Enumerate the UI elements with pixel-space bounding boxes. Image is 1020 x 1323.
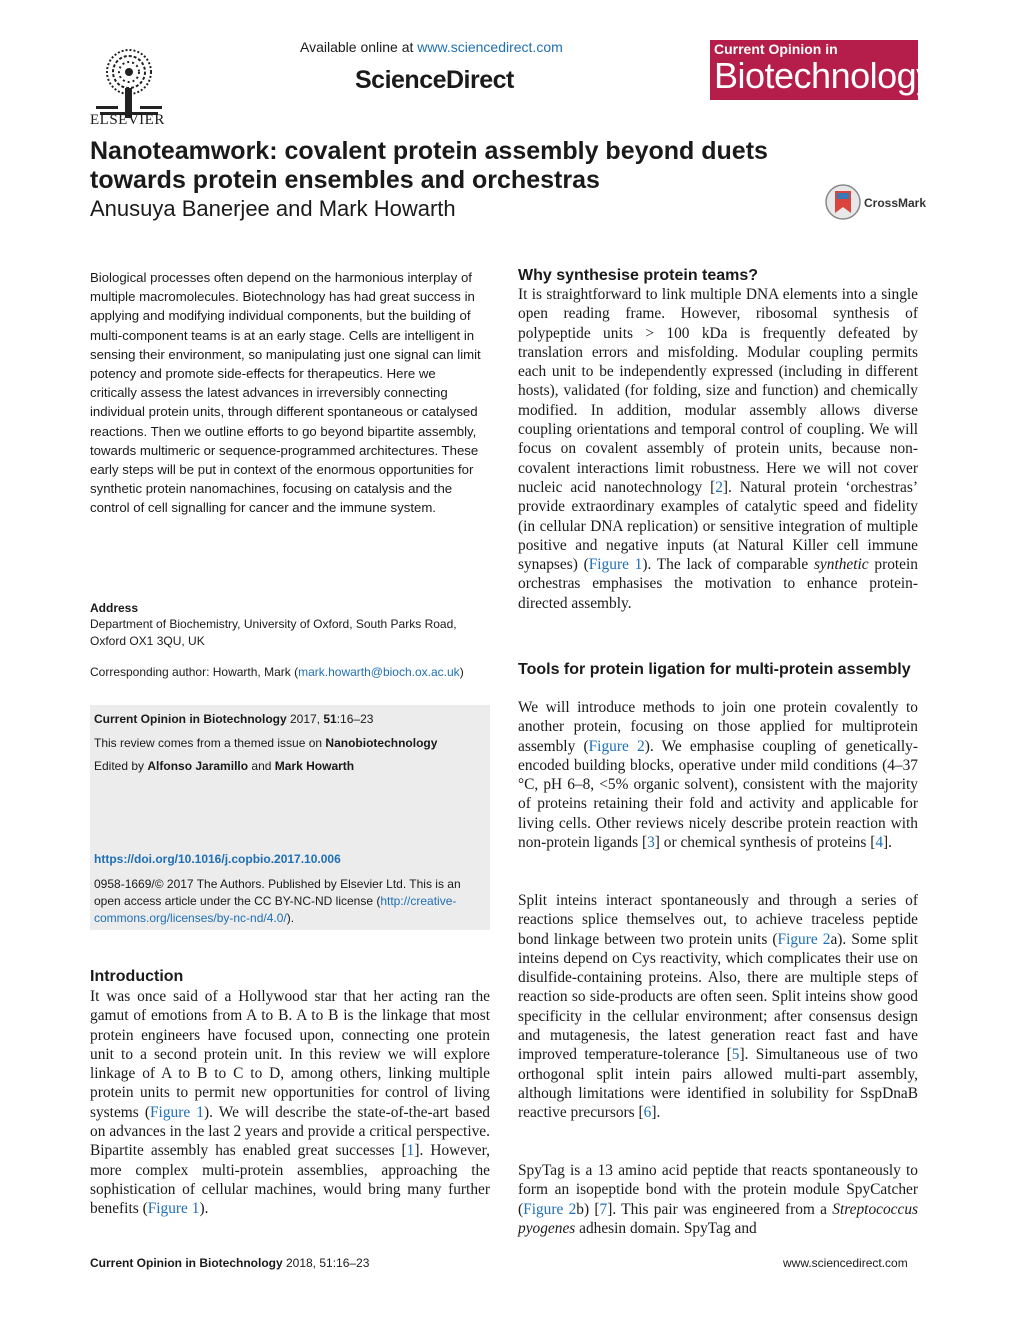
info-pages: :16–23 <box>336 712 374 726</box>
corresponding-suffix: ) <box>459 665 464 679</box>
article-authors: Anusuya Banerjee and Mark Howarth <box>90 196 456 221</box>
tools-text: We will introduce methods to join one protein covalently to another protein, focusing on those applied for multiprotein assembly (Figure 2). We emphasise coupling of genetically-encoded building blocks, operative under mild conditions (4–37 °C, pH 6–8, <5% organic solvent), consistent with the majority of proteins retaining their fold and activity and applicable for living cells. Other reviews nicely describe protein reaction with non-protein ligands [3] or chemical synthesis of proteins [4]. <box>518 699 918 852</box>
info-editor-1: Alfonso Jaramillo <box>147 759 249 773</box>
journal-banner[interactable] <box>710 40 934 100</box>
corresponding-prefix: Corresponding author: Howarth, Mark ( <box>90 665 299 679</box>
sciencedirect-url-link[interactable]: www.sciencedirect.com <box>417 39 563 55</box>
license-end: ). <box>286 911 295 925</box>
publisher-name: ELSEVIER <box>90 112 165 128</box>
info-journal-name: Current Opinion in Biotechnology <box>94 712 287 726</box>
available-prefix: Available online at <box>300 39 418 55</box>
info-year: 2017, <box>286 712 324 726</box>
sciencedirect-logo[interactable]: ScienceDirect <box>355 66 514 94</box>
info-edited-prefix: Edited by <box>94 759 148 773</box>
info-volume: 51 <box>323 712 337 726</box>
crossmark-icon <box>824 183 862 221</box>
journal-banner-line1: Current Opinion in <box>714 41 838 57</box>
article-title: Nanoteamwork: covalent protein assembly beyond duets towards protein ensembles and orchestras <box>90 137 768 194</box>
license-link[interactable]: http://creative-commons.org/licenses/by-nc-nd/4.0/ <box>94 894 457 925</box>
footer-url[interactable]: www.sciencedirect.com <box>783 1256 908 1270</box>
author-address: Department of Biochemistry, University of Oxford, South Parks Road, Oxford OX1 3QU, UK <box>90 617 457 648</box>
info-theme <box>94 736 437 750</box>
doi-link[interactable]: https://doi.org/10.1016/j.copbio.2017.10.006 <box>94 852 341 866</box>
footer-citation <box>90 1256 369 1270</box>
footer-volume-pages: 2018, 51:16–23 <box>282 1256 370 1270</box>
spytag-text: SpyTag is a 13 amino acid peptide that reacts spontaneously to form an isopeptide bond with the protein module SpyCatcher (Figure 2b) [7]. This pair was engineered from a Streptococcus pyogenes adhesin domain. SpyTag and <box>518 1162 919 1237</box>
why-synthesise-text: It is straightforward to link multiple DNA elements into a single open reading frame. However, ribosomal synthesis of polypeptide units > 100 kDa is frequently defeated by translation errors and misfolding. Modular coupling permits each unit to be independently expressed (including in different hosts), validated (for folding, size and function) and chemically modified. In addition, modular assembly allows diverse coupling orientations and temporal control of coupling. We will focus on covalent assembly of protein units, because non-covalent interactions limit robustness. Here we will not cover nucleic acid nanotechnology [2]. Natural protein ‘orchestras’ provide extraordinary examples of catalytic speed and fidelity (in cellular DNA replication) or sensitive integration of multiple positive and negative inputs (at Natural Killer cell immune synapses) (Figure 1). The lack of comparable synthetic protein orchestras emphasises the motivation to enhance protein-directed assembly. <box>518 286 918 612</box>
corresponding-author <box>90 665 490 679</box>
license-statement <box>94 876 486 927</box>
article-info-box <box>90 705 490 930</box>
license-text: 0958-1669/© 2017 The Authors. Published by Elsevier Ltd. This is an open access article under the CC BY-NC-ND license ( <box>94 877 461 908</box>
info-theme-prefix: This review comes from a themed issue on <box>94 736 326 750</box>
section-heading-introduction: Introduction <box>90 968 184 985</box>
section-heading-why-synthesise: Why synthesise protein teams? <box>518 267 759 284</box>
address-heading: Address <box>90 601 139 615</box>
crossmark-badge[interactable] <box>824 183 927 223</box>
info-theme-name: Nanobiotechnology <box>325 736 438 750</box>
available-online <box>300 39 563 55</box>
info-journal-citation <box>94 712 373 726</box>
info-and: and <box>248 759 275 773</box>
section-heading-tools: Tools for protein ligation for multi-protein assembly <box>518 661 911 678</box>
footer-journal: Current Opinion in Biotechnology <box>90 1256 283 1270</box>
split-inteins-text: Split inteins interact spontaneously and through a series of reactions splice themselves out, to achieve traceless peptide bond linkage between two protein units (Figure 2a). Some split inteins depend on Cys reactivity, which complicates their use on disulfide-containing proteins. Also, there are multiple steps of reaction so side-products are often seen. Split inteins show good specificity in the cellular environment; after consensus design and mutagenesis, the latest generation react fast and have improved temperature-tolerance [5]. Simultaneous use of two orthogonal split intein pairs allowed multi-part assembly, although limitations were identified in solubility for SspDnaB reactive precursors [6]. <box>518 892 918 1122</box>
crossmark-label: CrossMark <box>864 196 927 210</box>
introduction-text: It was once said of a Hollywood star that her acting ran the gamut of emotions from A to B. A to B is the linkage that most protein engineers have focused upon, connecting one protein unit to a second protein unit. In this review we will explore linkage of A to B to C to D, among others, linking multiple protein units to permit new opportunities for control of living systems (Figure 1). We will describe the state-of-the-art based on advances in the last 2 years and provide a critical perspective. Bipartite assembly has enabled great successes [1]. However, more complex multi-protein assemblies, approaching the sophistication of cellular machines, would bring many further benefits (Figure 1). <box>90 988 490 1218</box>
journal-banner-line2: Biotechnology <box>714 55 934 96</box>
info-editor-2: Mark Howarth <box>274 759 355 773</box>
corresponding-email-link[interactable]: mark.howarth@bioch.ox.ac.uk <box>298 665 460 679</box>
info-editors <box>94 759 354 773</box>
abstract: Biological processes often depend on the harmonious interplay of multiple macromolecules. Biotechnology has had great success in applying and modifying individual components, but the building of multi-component teams is at an early stage. Cells are intelligent in sensing their environment, so manipulating just one signal can limit potency and promote side-effects for therapeutics. Here we critically assess the latest advances in irreversibly connecting individual protein units, through different spontaneous or catalysed reactions. Then we outline efforts to go beyond bipartite assembly, towards multimeric or sequence-programmed architectures. These early steps will be put in context of the enormous opportunities for synthetic protein nanomachines, focusing on catalysis and the control of cell signalling for cancer and the immune system. <box>90 270 481 516</box>
